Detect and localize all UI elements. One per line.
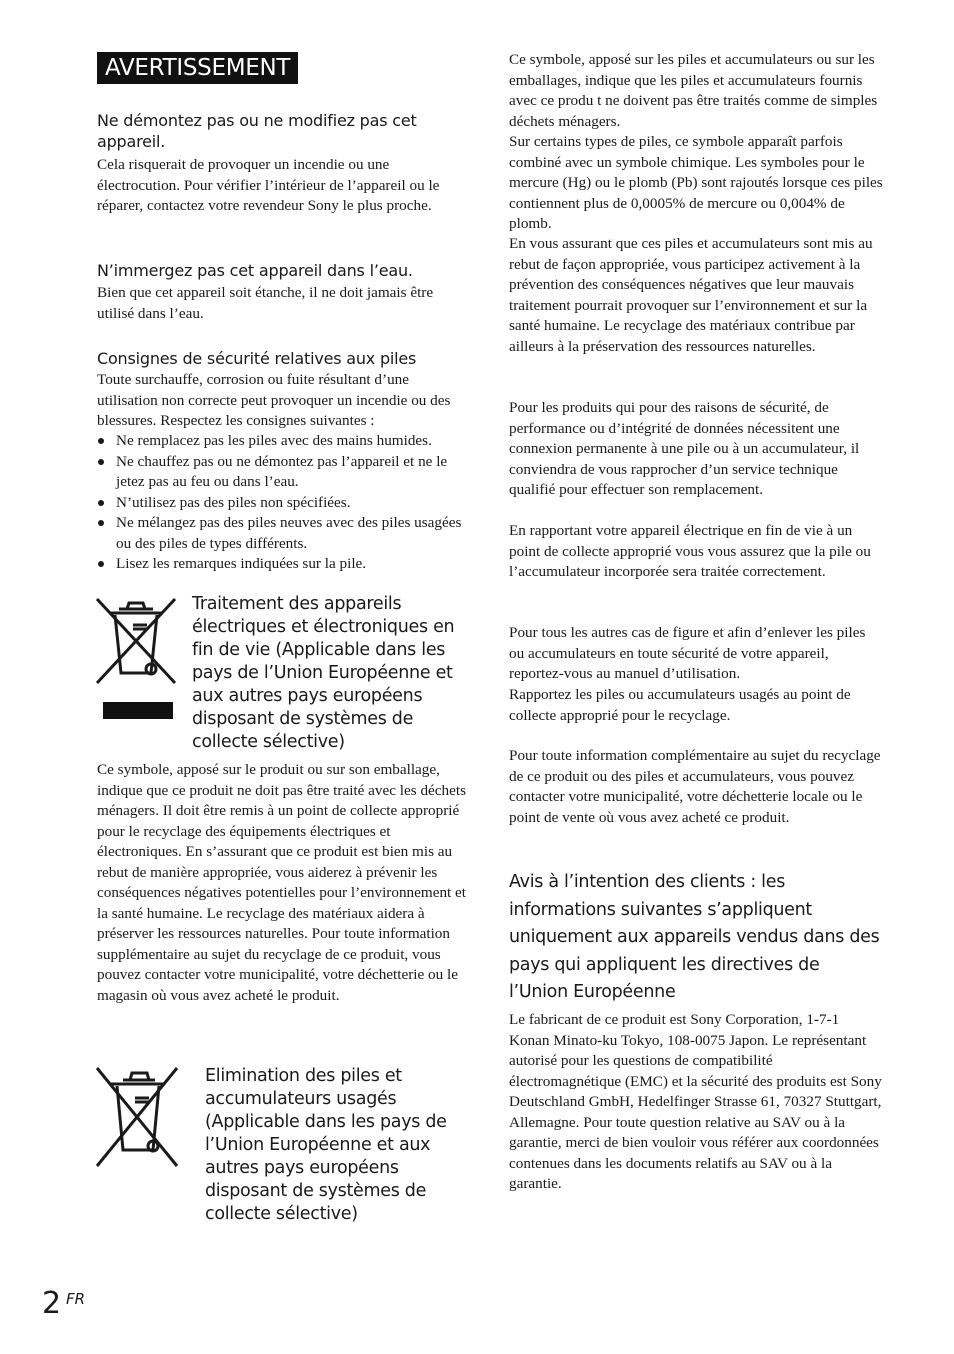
bullet-icon: [98, 520, 104, 526]
bullet-icon: [98, 459, 104, 465]
list-item: N’utilisez pas des piles non spécifiées.: [97, 493, 467, 514]
right-paragraph-4: Pour les produits qui pour des raisons de sécurité, de performance ou d’intégrité de données nécessitent une connexion permanente à une pile ou à un accumulateur, il conviendra de vous rapprocher d’un service technique qualifié pour effectuer son remplacement.: [509, 399, 860, 498]
bullet-icon: [98, 500, 104, 506]
right-paragraph-7: Rapportez les piles ou accumulateurs usagés au point de collecte approprié pour le recyclage.: [509, 686, 851, 724]
eu-notice-title: Avis à l’intention des clients : les informations suivantes s’appliquent uniquement aux appareils vendus dans des pays qui appliquent les directives de l’Union Européenne: [509, 872, 880, 1002]
section-body-batteries: Toute surchauffe, corrosion ou fuite résultant d’une utilisation non correcte peut provoquer un incendie ou des blessures. Respectez les consignes suivantes :: [97, 371, 451, 429]
list-item: Ne mélangez pas des piles neuves avec des piles usagées ou des piles de types différents.: [97, 513, 467, 554]
page-number: 2: [42, 1286, 62, 1321]
bullet-icon: [98, 438, 104, 444]
language-code: FR: [66, 1290, 86, 1308]
right-paragraph-5: En rapportant votre appareil électrique en fin de vie à un point de collecte approprié vous vous assurez que la pile ou l’accumulateur incorporée sera traitée correctement.: [509, 522, 871, 580]
battery-disposal-title: Elimination des piles et accumulateurs usagés (Applicable dans les pays de l’Union Européenne et aux autres pays européens disposant de systèmes de collecte sélective): [205, 1066, 447, 1224]
weee-body: Ce symbole, apposé sur le produit ou sur son emballage, indique que ce produit ne doit pas être traité avec les déchets ménagers. Il doit être remis à un point de collecte approprié pour le recyclage des équipements électriques et électroniques. En s’assurant que ce produit est bien mis au rebut de manière appropriée, vous aiderez à prévenir les conséquences négatives potentielles pour l’environnement et la santé humaine. Le recyclage des matériaux aidera à préserver les ressources naturelles. Pour toute information supplémentaire au sujet du recyclage de ce produit, vous pouvez contacter votre municipalité, votre déchetterie ou le magasin où vous avez acheté le produit.: [97, 761, 467, 1004]
warning-banner: AVERTISSEMENT: [97, 52, 298, 84]
right-paragraph-8: Pour toute information complémentaire au sujet du recyclage de ce produit ou des piles et accumulateurs, vous pouvez contacter votre municipalité, votre déchetterie locale ou le point de vente où vous avez acheté ce produit.: [509, 747, 881, 826]
crossed-bin-with-bar-icon: [95, 597, 177, 723]
weee-title: Traitement des appareils électriques et électroniques en fin de vie (Applicable dans les pays de l’Union Européenne et aux autres pays européens disposant de systèmes de collecte sélective): [192, 594, 455, 752]
section-title-disassembly: Ne démontez pas ou ne modifiez pas cet appareil.: [97, 111, 417, 151]
section-body-water: Bien que cet appareil soit étanche, il ne doit jamais être utilisé dans l’eau.: [97, 284, 434, 322]
right-paragraph-1: Ce symbole, apposé sur les piles et accumulateurs ou sur les emballages, indique que les piles et accumulateurs fournis avec ce produ t ne doivent pas être traités comme de simples déchets ménagers.: [509, 51, 878, 130]
section-body-disassembly: Cela risquerait de provoquer un incendie ou une électrocution. Pour vérifier l’intérieur de l’appareil ou le réparer, contactez votre revendeur Sony le plus proche.: [97, 156, 440, 214]
battery-safety-list: [97, 431, 467, 575]
right-paragraph-2: Sur certains types de piles, ce symbole apparaît parfois combiné avec un symbole chimique. Les symboles pour le mercure (Hg) ou le plomb (Pb) sont rajoutés lorsque ces piles contiennent plus de 0,0005% de mercure ou 0,004% de plomb.: [509, 133, 883, 232]
eu-notice-body: Le fabricant de ce produit est Sony Corporation, 1-7-1 Konan Minato-ku Tokyo, 108-0075 Japon. Le représentant autorisé pour les questions de compatibilité électromagnétique (EMC) et la sécurité des produits est Sony Deutschland GmbH, Hedelfinger Strasse 61, 70327 Stuttgart, Allemagne. Pour toute question relative au SAV ou à la garantie, merci de bien vouloir vous référer aux coordonnées contenues dans les documents relatifs au SAV ou à la garantie.: [509, 1011, 882, 1192]
crossed-bin-icon: [95, 1066, 179, 1170]
bullet-icon: [98, 561, 104, 567]
right-paragraph-3: En vous assurant que ces piles et accumulateurs sont mis au rebut de façon appropriée, vous participez activement à la prévention des conséquences négatives que leur mauvais traitement pourrait provoquer sur l’environnement et sur la santé humaine. Le recyclage des matériaux contribue par ailleurs à la préservation des ressources naturelles.: [509, 235, 873, 355]
section-title-batteries: Consignes de sécurité relatives aux piles: [97, 349, 417, 368]
list-item: Ne remplacez pas les piles avec des mains humides.: [97, 431, 467, 452]
right-paragraph-6: Pour tous les autres cas de figure et afin d’enlever les piles ou accumulateurs en toute sécurité de votre appareil, reportez-vous au manuel d’utilisation.: [509, 624, 866, 682]
section-title-water: N’immergez pas cet appareil dans l’eau.: [97, 261, 413, 280]
list-item: Ne chauffez pas ou ne démontez pas l’appareil et ne le jetez pas au feu ou dans l’eau.: [97, 452, 467, 493]
list-item: Lisez les remarques indiquées sur la pile.: [97, 554, 467, 575]
